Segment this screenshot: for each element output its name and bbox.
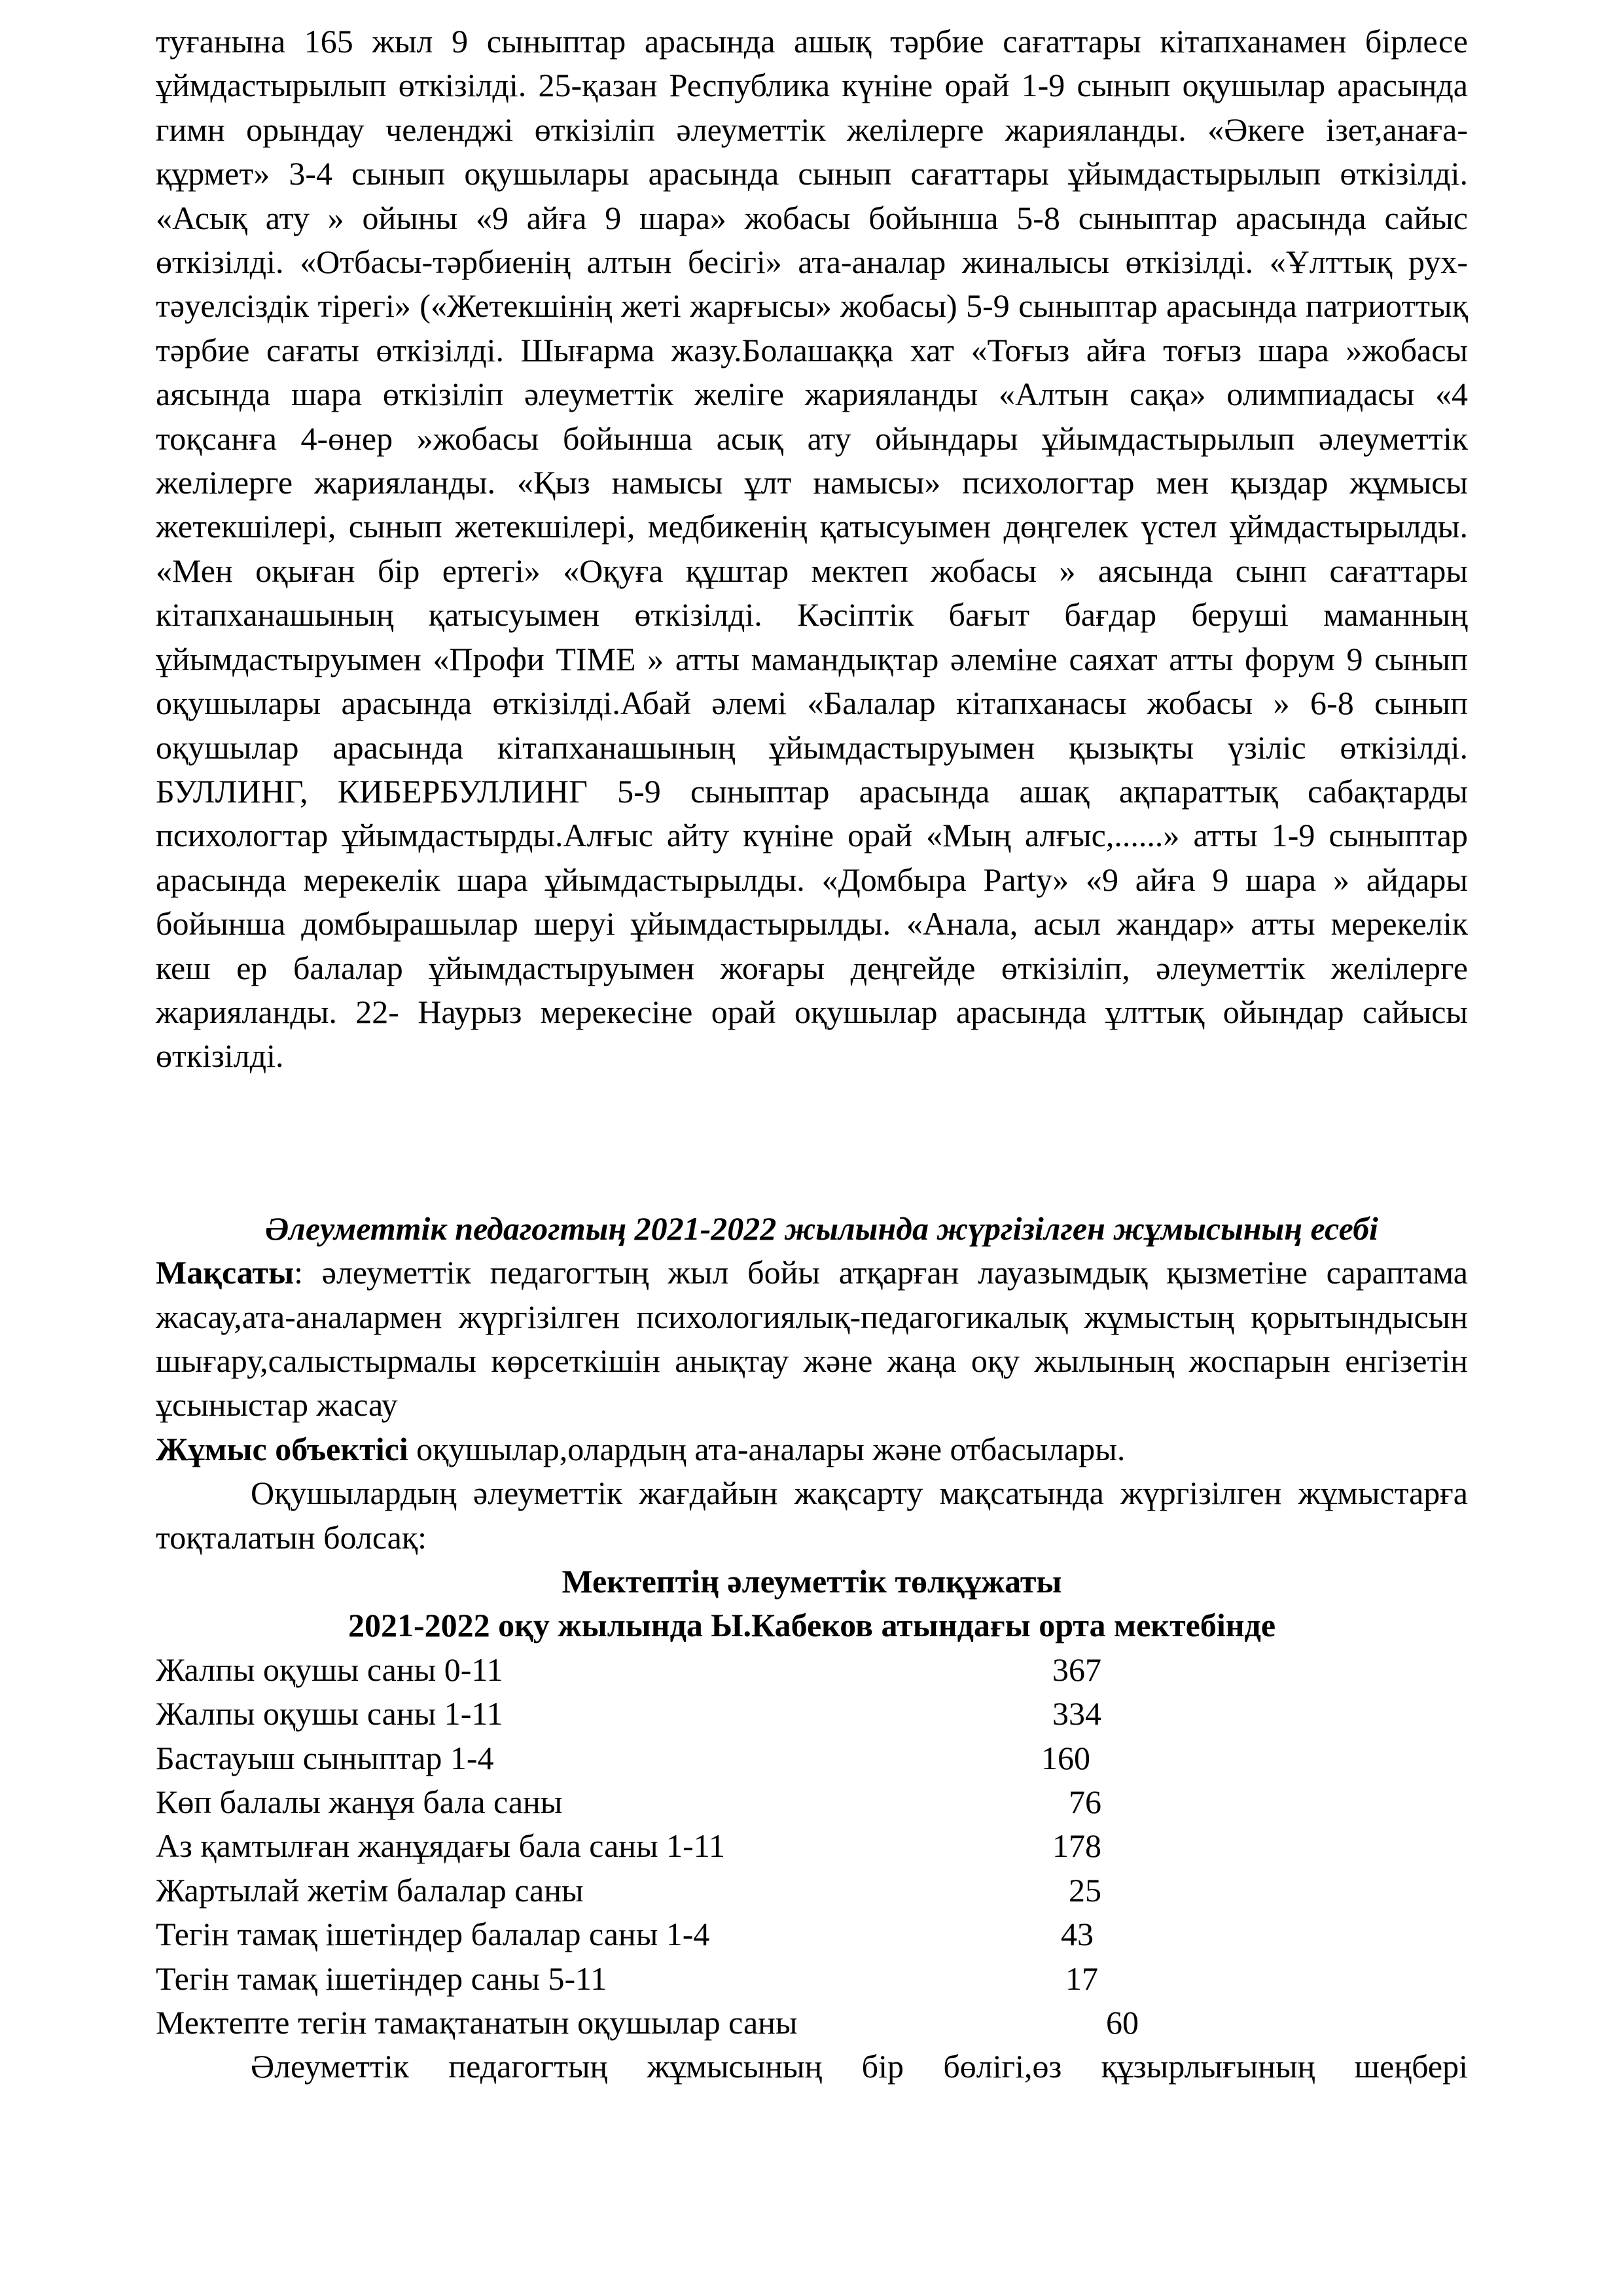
stat-label: Мектепте тегін тамақтанатын оқушылар саны [156, 2003, 798, 2041]
stat-value: 76 [1069, 1783, 1101, 1820]
stat-label: Тегін тамақ ішетіндер саны 5-11 [156, 1960, 607, 1997]
stat-row [156, 1957, 1468, 2001]
final-line: Әлеуметтік педагогтың жұмысының бір бөлігі,өз құзырлығының шеңбері [251, 2048, 1468, 2085]
section-spacer [156, 1079, 1468, 1207]
stat-value: 160 [1041, 1739, 1090, 1776]
object-label: Жұмыс объектісі [156, 1430, 408, 1467]
passport-title: Мектептің әлеуметтік төлқұжаты [562, 1563, 1062, 1600]
stat-row [156, 1692, 1468, 1736]
goal-text: : әлеуметтік педагогтың жыл бойы атқарған лауазымдық қызметіне сараптама жасау,ата-аналармен жүргізілген психологиялық-педагогикалық жұмыстың қорытындысын шығару,салыстырмалы көрсеткішін анықтау және жаңа оқу жылының жоспарын енгізетін ұсыныстар жасау [156, 1254, 1468, 1424]
stat-label: Жалпы оқушы саны 0-11 [156, 1651, 503, 1688]
stat-row [156, 1869, 1468, 1912]
stat-value: 60 [1106, 2003, 1139, 2041]
stat-row [156, 1648, 1468, 1692]
goal-label: Мақсаты [156, 1254, 294, 1291]
stat-label: Бастауыш сыныптар 1-4 [156, 1739, 494, 1776]
report-title: Әлеуметтік педагогтың 2021-2022 жылында жүргізілген жұмысының есебі [265, 1210, 1378, 1247]
intro-paragraph: туғанына 165 жыл 9 сыныптар арасында ашық тәрбие сағаттары кітапханамен бірлесе ұймдастырылып өткізілді. 25-қазан Республика күніне орай 1-9 сынып оқушылар арасында гимн орындау челенджі өткізіліп әлеуметтік желілерге жарияланды. «Әкеге ізет,анаға-құрмет» 3-4 сынып оқушылары арасында сынып сағаттары ұйымдастырылып өткізілді. «Асық ату » ойыны «9 айға 9 шара» жобасы бойынша 5-8 сыныптар арасында сайыс өткізілді. «Отбасы-тәрбиенің алтын бесігі» ата-аналар жиналысы өткізілді. «Ұлттық рух-тәуелсіздік тірегі» («Жетекшінің жеті жарғысы» жобасы) 5-9 сыныптар арасында патриоттық тәрбие сағаты өткізілді. Шығарма жазу.Болашаққа хат «Тоғыз айға тоғыз шара »жобасы аясында шара өткізіліп әлеуметтік желіге жарияланды «Алтын сақа» олимпиадасы «4 тоқсанға 4-өнер »жобасы бойынша асық ату ойындары ұйымдастырылып әлеуметтік желілерге жарияланды. «Қыз намысы ұлт намысы» психологтар мен қыздар жұмысы жетекшілері, сынып жетекшілері, медбикенің қатысуымен дөңгелек үстел ұймдастырылды. «Мен оқыған бір ертегі» «Оқуға құштар мектеп жобасы » аясында сынп сағаттары кітапханашының қатысуымен өткізілді. Кәсіптік бағыт бағдар беруші маманның ұйымдастыруымен «Профи TIME » атты мамандықтар әлеміне саяхат атты форум 9 сынып оқушылары арасында өткізілді.Абай әлемі «Балалар кітапханасы жобасы » 6-8 сынып оқушылар арасында кітапханашының ұйымдастыруымен қызықты үзіліс өткізілді. БУЛЛИНГ, КИБЕРБУЛЛИНГ 5-9 сыныптар арасында ашақ ақпараттық сабақтарды психологтар ұйымдастырды.Алғыс айту күніне орай «Мың алғыс,......» атты 1-9 сыныптар арасында мерекелік шара ұйымдастырылды. «Домбыра Party» «9 айға 9 шара » айдары бойынша домбырашылар шеруі ұйымдастырылды. «Анала, асыл жандар» атты мерекелік кеш ер балалар ұйымдастыруымен жоғары деңгейде өткізіліп, әлеуметтік желілерге жарияланды. 22- Наурыз мерекесіне орай оқушылар арасында ұлттық ойындар сайысы өткізілді. [156, 23, 1468, 1075]
stat-label: Тегін тамақ ішетіндер балалар саны 1-4 [156, 1916, 710, 1953]
stat-value: 367 [1052, 1651, 1101, 1688]
stat-label: Жалпы оқушы саны 1-11 [156, 1695, 503, 1732]
stat-value: 43 [1061, 1916, 1094, 1953]
stat-row [156, 2001, 1468, 2045]
stat-value: 334 [1052, 1695, 1101, 1732]
stat-label: Жартылай жетім балалар саны [156, 1871, 584, 1909]
stat-value: 25 [1069, 1871, 1101, 1909]
stat-label: Көп балалы жанұя бала саны [156, 1783, 563, 1820]
stat-row [156, 1912, 1468, 1956]
passport-subtitle: 2021-2022 оқу жылында Ы.Кабеков атындағы орта мектебінде [348, 1607, 1276, 1644]
goal-paragraph [156, 1251, 1468, 1427]
stat-value: 178 [1052, 1827, 1101, 1865]
stat-value: 17 [1065, 1960, 1098, 1997]
stats-list [156, 1648, 1468, 2045]
stat-label: Аз қамтылған жанұядағы бала саны 1-11 [156, 1827, 725, 1865]
intro-sentence: Оқушылардың әлеуметтік жағдайын жақсарту мақсатында жүргізілген жұмыстарға тоқталатын болсақ: [156, 1475, 1468, 1556]
document-page [156, 20, 1468, 2089]
stat-row [156, 1824, 1468, 1868]
stat-row [156, 1780, 1468, 1824]
object-paragraph [156, 1427, 1468, 1471]
object-text: оқушылар,олардың ата-аналары және отбасылары. [408, 1430, 1126, 1467]
stat-row [156, 1736, 1468, 1780]
